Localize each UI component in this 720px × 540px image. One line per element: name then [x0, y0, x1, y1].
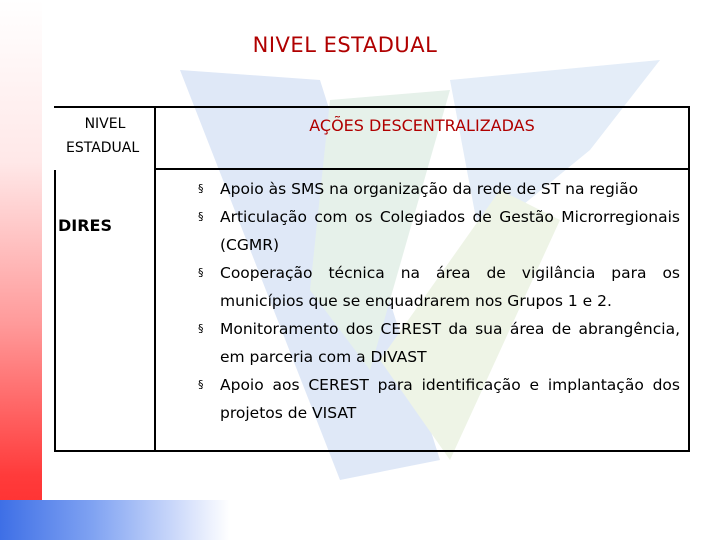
- bullet-icon: §: [198, 210, 204, 223]
- action-text: Cooperação técnica na área de vigilância para os municípios que se enquadrarem nos Grupos 1 e 2.: [220, 264, 680, 310]
- bullet-icon: §: [198, 266, 204, 279]
- table-header-separator: [156, 168, 690, 170]
- header-left-line-2: ESTADUAL: [66, 140, 140, 156]
- bullet-icon: §: [198, 378, 204, 391]
- table-header-right: AÇÕES DESCENTRALIZADAS: [309, 116, 535, 135]
- table-column-divider: [154, 106, 156, 452]
- page-title: NIVEL ESTADUAL: [252, 33, 438, 57]
- action-text: Monitoramento dos CEREST da sua área de abrangência, em parceria com a DIVAST: [220, 320, 680, 366]
- table-border-right: [688, 106, 690, 452]
- list-item: [196, 259, 680, 315]
- header-left-line-1: NIVEL: [84, 116, 126, 132]
- list-item: [196, 315, 680, 371]
- decorative-left-bar: [0, 0, 42, 540]
- list-item: [196, 203, 680, 259]
- action-text: Apoio aos CEREST para identificação e implantação dos projetos de VISAT: [220, 376, 680, 422]
- row-label-dires: DIRES: [58, 216, 113, 235]
- table-header-left: [56, 112, 154, 160]
- table-border-bottom: [54, 450, 690, 452]
- action-text: Articulação com os Colegiados de Gestão Microrregionais (CGMR): [220, 208, 680, 254]
- bullet-icon: §: [198, 322, 204, 335]
- list-item: [196, 371, 680, 427]
- table-border-left: [54, 170, 56, 452]
- table-border-top: [54, 106, 690, 108]
- action-text: Apoio às SMS na organização da rede de ST na região: [220, 180, 639, 198]
- list-item: [196, 175, 680, 203]
- bullet-icon: §: [198, 182, 204, 195]
- actions-list: [196, 175, 680, 427]
